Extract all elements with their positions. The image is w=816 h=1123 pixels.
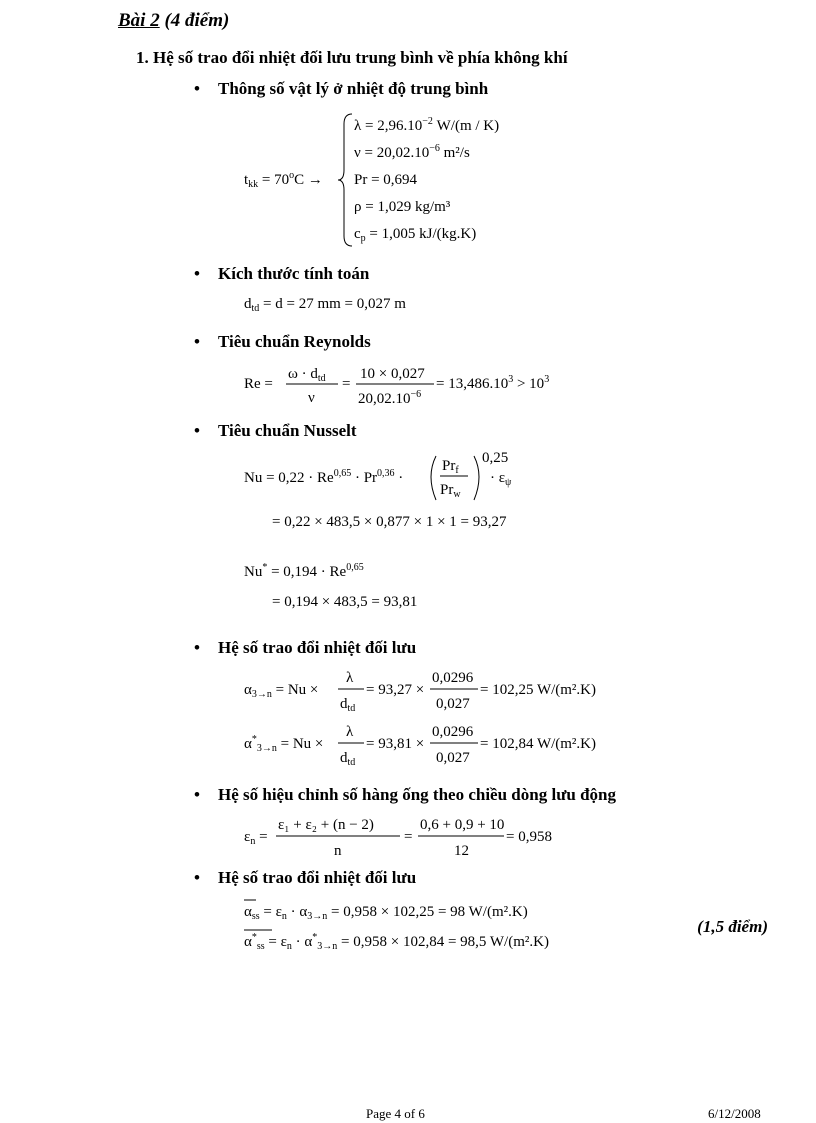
svg-text:12: 12 (454, 843, 469, 859)
footer-date: 6/12/2008 (708, 1106, 761, 1121)
bullet-convection-coefficient: • Hệ số trao đổi nhiệt đối lưu (194, 638, 417, 657)
exercise-header (118, 10, 229, 32)
svg-text:= 0,958: = 0,958 (506, 829, 552, 845)
svg-text:= 102,84 W/(m².K): = 102,84 W/(m².K) (480, 736, 597, 752)
epsilon-equation (242, 811, 602, 863)
svg-text:10 × 0,027: 10 × 0,027 (360, 366, 425, 382)
nusselt-equation (242, 448, 562, 618)
bullet-dimension: • Kích thước tính toán (194, 264, 370, 283)
svg-text:α*ss = εn · α*3→n = 0,958 × 10: $\alpha^*_{ss} = \varepsilon_n \cdot \alpha^*_{3\to n} = 0,958 \times 102,84 = 98,5$ W/(m².K) (244, 932, 549, 952)
svg-text:cp = 1,005 kJ/(kg.K): $c_p = 1,005$ kJ/(kg.K) (354, 226, 477, 244)
svg-text:0,027: 0,027 (436, 696, 470, 712)
exercise-label: Bài 2 (118, 10, 160, 31)
svg-text:= 102,25 W/(m².K): = 102,25 W/(m².K) (480, 682, 597, 698)
svg-text:Prw: $Pr_w$ (440, 482, 461, 500)
bullet-label: Thông số vật lý ở nhiệt độ trung bình (218, 79, 489, 98)
svg-text:20,02.10−6: $20,02.10^{-6}$ (358, 389, 422, 407)
section-points: (1,5 điểm) (697, 917, 768, 936)
svg-text:tkk = 70oC →: $t_{kk} = 70^oC$ → (244, 170, 323, 190)
bullet-label: Hệ số trao đổi nhiệt đối lưu (218, 868, 417, 887)
svg-text:0,027: 0,027 (436, 750, 470, 766)
svg-text:Nu* = 0,194 · Re0,65: Nu* = 0,194 · Re$^{0,65}$ (244, 562, 364, 580)
bullet-convection-coefficient-final: • Hệ số trao đổi nhiệt đối lưu (194, 868, 417, 887)
svg-text:ε₁ + ε₂ + (n − 2): ε₁ + ε₂ + (n − 2) (278, 817, 374, 833)
pr-value: Pr = 0,694 (354, 172, 418, 188)
svg-text:0,0296: 0,0296 (432, 724, 474, 740)
svg-text:Re =: Re = (244, 376, 273, 392)
bullet-label: Hệ số hiệu chỉnh số hàng ống theo chiều dòng lưu động (218, 785, 617, 804)
page-number: Page 4 of 6 (366, 1106, 425, 1121)
svg-text:ν = 20,02.10−6 m²/s: $\nu = 20,02.10^{-6}$ m²/s (354, 143, 470, 161)
bullet-label: Tiêu chuẩn Nusselt (218, 421, 357, 440)
svg-text:λ: λ (346, 724, 354, 740)
svg-text:n: n (334, 843, 342, 859)
svg-text:dtd: $d_{td}$ (340, 696, 356, 714)
bullet-label: Tiêu chuẩn Reynolds (218, 332, 371, 351)
exercise-points: (4 điểm) (164, 10, 230, 31)
svg-text:α*3→n = Nu ×: $\alpha^*_{3\to n} = Nu$ × (244, 734, 324, 754)
svg-text:=: = (404, 829, 413, 845)
svg-text:ν: ν (308, 390, 315, 406)
svg-text:ω · dtd: $\omega \cdot d_{td}$ (288, 366, 326, 384)
svg-text:α3→n = Nu ×: $\alpha_{3\to n} = Nu$ × (244, 682, 319, 700)
svg-text:0,0296: 0,0296 (432, 670, 474, 686)
svg-text:= 13,486.103 > 103: = $13,486.10^3 > 10^3$ (436, 374, 550, 392)
bullet-nusselt: • Tiêu chuẩn Nusselt (194, 421, 357, 440)
svg-text:λ = 2,96.10−2 W/(m / K): $\lambda = 2,96.10^{-2}$ W/(m / K) (354, 116, 500, 134)
bullet-dot: • (194, 79, 200, 98)
t-kk: t (244, 172, 249, 188)
svg-text:= 93,81 ×: = 93,81 × (366, 736, 425, 752)
final-alpha-equations (242, 894, 662, 958)
svg-text:dtd = d = 27 mm = 0,027 m: $d_{td} = d = 27$ mm = 0,027 m (244, 296, 406, 314)
svg-text:= 0,22 × 483,5 × 0,877 × 1 × 1: = 0,22 × 483,5 × 0,877 × 1 × 1 = 93,27 (272, 514, 507, 530)
dimension-equation (242, 290, 502, 316)
properties-equation (240, 110, 560, 250)
svg-text:=: = (342, 376, 351, 392)
cp-value: c (354, 226, 361, 242)
bullet-row-correction: • Hệ số hiệu chỉnh số hàng ống theo chiều dòng lưu động (194, 785, 617, 804)
alpha-equations (242, 664, 662, 776)
svg-text:Nu = 0,22 · Re0,65 · Pr0,36 ·: Nu = 0,22 · Re$^{0,65}$ · Pr$^{0,36}$ · (244, 468, 404, 486)
svg-text:0,25: 0,25 (482, 450, 509, 466)
svg-text:= 93,27 ×: = 93,27 × (366, 682, 425, 698)
nu-value: ν = 20,02.10 (354, 145, 430, 161)
svg-text:dtd: $d_{td}$ (340, 750, 356, 768)
section-title: 1. Hệ số trao đổi nhiệt đối lưu trung bình về phía không khí (136, 48, 568, 67)
svg-text:αss = εn · α3→n = 0,958 × 102,: $\alpha_{ss} = \varepsilon_n \cdot \alpha_{3\to n} = 0,958 \times 102,25 = 98$ W/(m².K) (244, 904, 528, 922)
bullet-physical-properties (194, 79, 488, 99)
bullet-label: Hệ số trao đổi nhiệt đối lưu (218, 638, 417, 657)
svg-text:Prf: $Pr_f$ (442, 458, 459, 476)
svg-text:λ: λ (346, 670, 354, 686)
lambda-value: λ = 2,96.10 (354, 118, 423, 134)
rho-value: ρ = 1,029 kg/m³ (354, 199, 451, 215)
svg-text:0,6 + 0,9 + 10: 0,6 + 0,9 + 10 (420, 817, 505, 833)
bullet-label: Kích thước tính toán (218, 264, 370, 283)
svg-text:· εψ: · $\varepsilon_\psi$ (490, 470, 512, 488)
reynolds-equation (242, 358, 602, 410)
svg-text:εn =: $\varepsilon_n$ = (244, 829, 268, 847)
svg-text:= 0,194 × 483,5 = 93,81: = 0,194 × 483,5 = 93,81 (272, 594, 418, 610)
bullet-reynolds: • Tiêu chuẩn Reynolds (194, 332, 371, 351)
